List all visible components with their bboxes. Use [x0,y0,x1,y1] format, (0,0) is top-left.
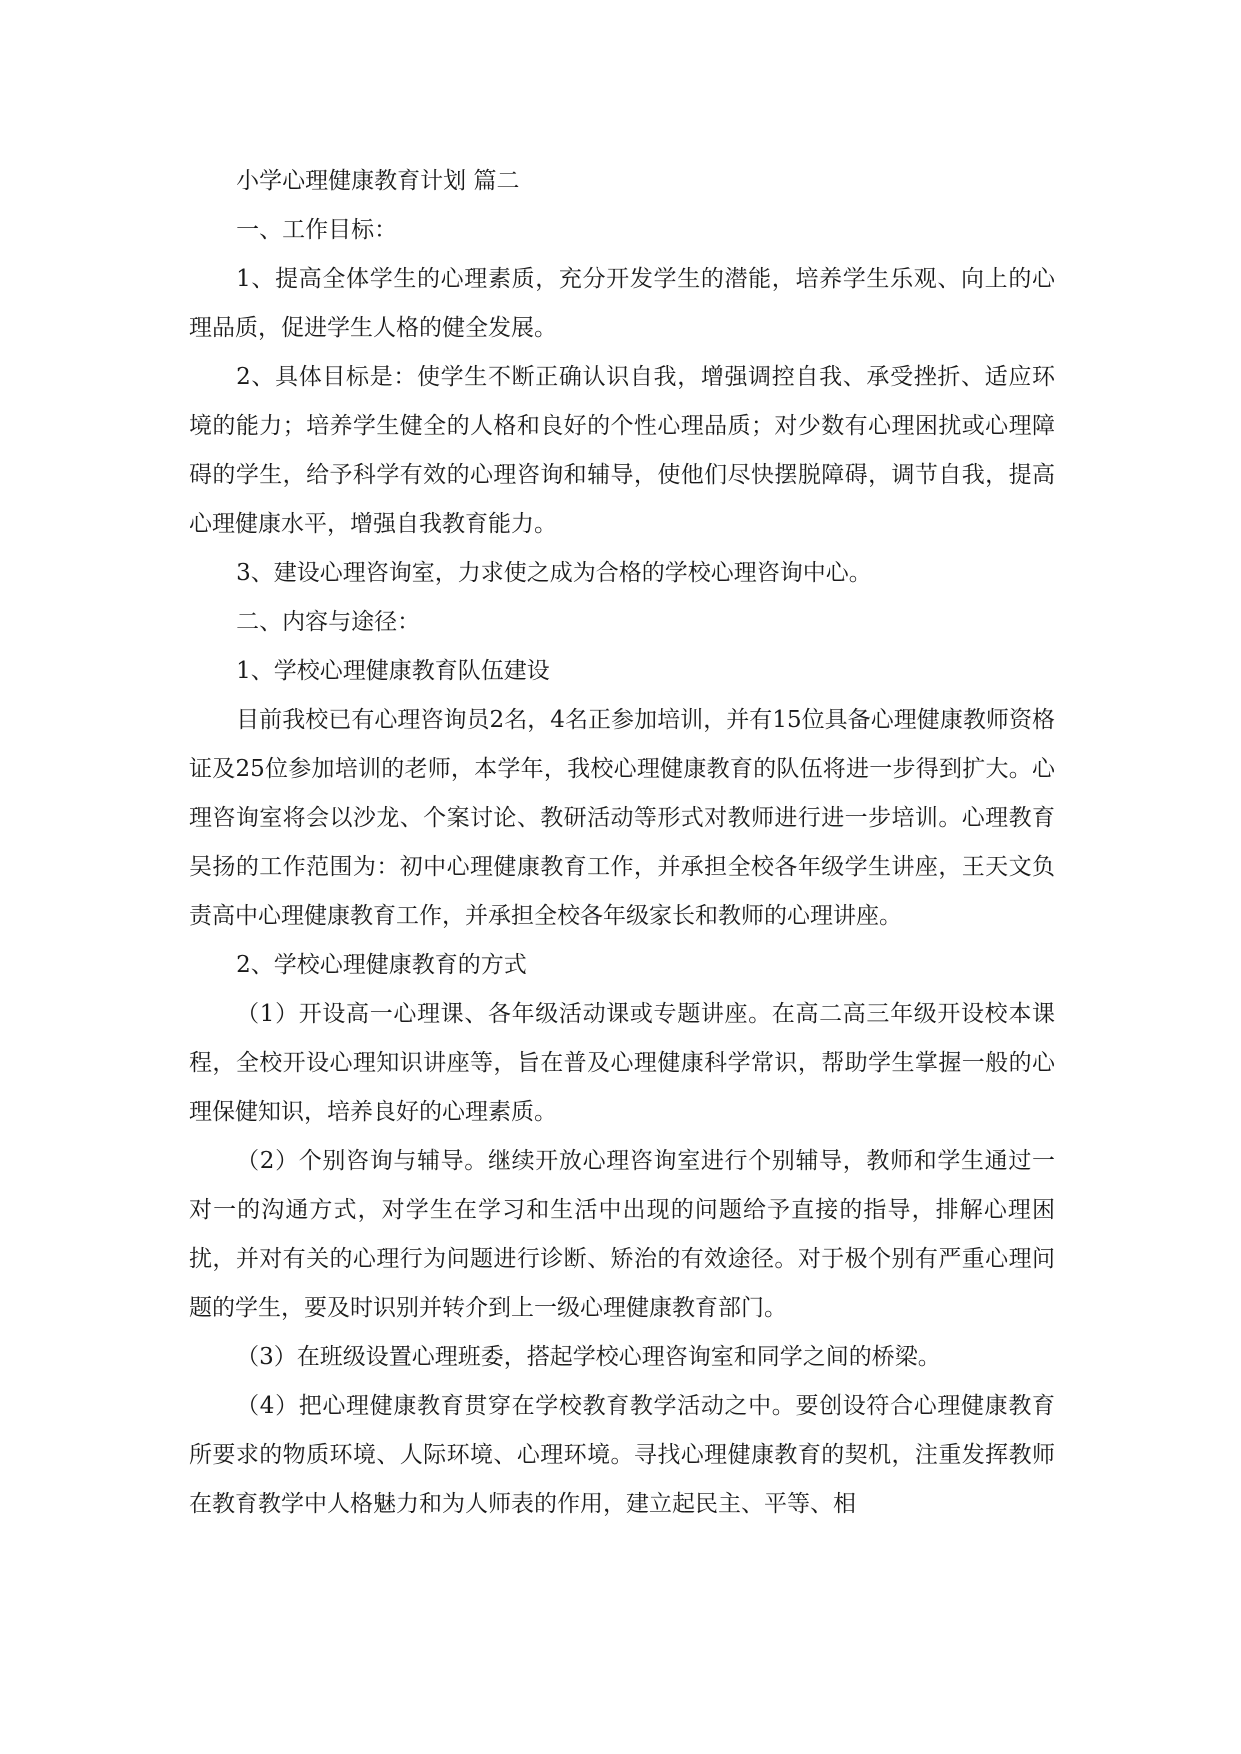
paragraph: 3、建设心理咨询室，力求使之成为合格的学校心理咨询中心。 [236,560,872,586]
subsection-heading: 2、学校心理健康教育的方式 [236,952,527,978]
document-title: 小学心理健康教育计划 篇二 [236,168,520,194]
paragraph: （3）在班级设置心理班委，搭起学校心理咨询室和同学之间的桥梁。 [236,1344,941,1370]
section-heading: 二、内容与途径： [236,609,421,635]
paragraph: （4）把心理健康教育贯穿在学校教育教学活动之中。要创设符合心理健康教育所要求的物质环境、人际环境、心理环境。寻找心理健康教育的契机，注重发挥教师在教育教学中人格魅力和为人师表的作用，建立起民主、平等、相 [189,1393,1055,1517]
paragraph: 目前我校已有心理咨询员2名，4名正参加培训，并有15位具备心理健康教师资格证及25位参加培训的老师，本学年，我校心理健康教育的队伍将进一步得到扩大。心理咨询室将会以沙龙、个案讨论、教研活动等形式对教师进行进一步培训。心理教育吴扬的工作范围为：初中心理健康教育工作，并承担全校各年级学生讲座，王天文负责高中心理健康教育工作，并承担全校各年级家长和教师的心理讲座。 [189,707,1055,929]
paragraph: 1、提高全体学生的心理素质，充分开发学生的潜能，培养学生乐观、向上的心理品质，促进学生人格的健全发展。 [189,266,1055,341]
paragraph: （2）个别咨询与辅导。继续开放心理咨询室进行个别辅导，教师和学生通过一对一的沟通方式，对学生在学习和生活中出现的问题给予直接的指导，排解心理困扰，并对有关的心理行为问题进行诊断、矫治的有效途径。对于极个别有严重心理问题的学生，要及时识别并转介到上一级心理健康教育部门。 [189,1148,1055,1321]
paragraph: （1）开设高一心理课、各年级活动课或专题讲座。在高二高三年级开设校本课程，全校开设心理知识讲座等，旨在普及心理健康科学常识，帮助学生掌握一般的心理保健知识，培养良好的心理素质。 [189,1001,1055,1125]
section-heading: 一、工作目标： [236,217,398,243]
document-body [189,157,1055,1529]
subsection-heading: 1、学校心理健康教育队伍建设 [236,658,550,684]
paragraph: 2、具体目标是：使学生不断正确认识自我，增强调控自我、承受挫折、适应环境的能力；培养学生健全的人格和良好的个性心理品质；对少数有心理困扰或心理障碍的学生，给予科学有效的心理咨询和辅导，使他们尽快摆脱障碍，调节自我，提高心理健康水平，增强自我教育能力。 [189,364,1055,537]
